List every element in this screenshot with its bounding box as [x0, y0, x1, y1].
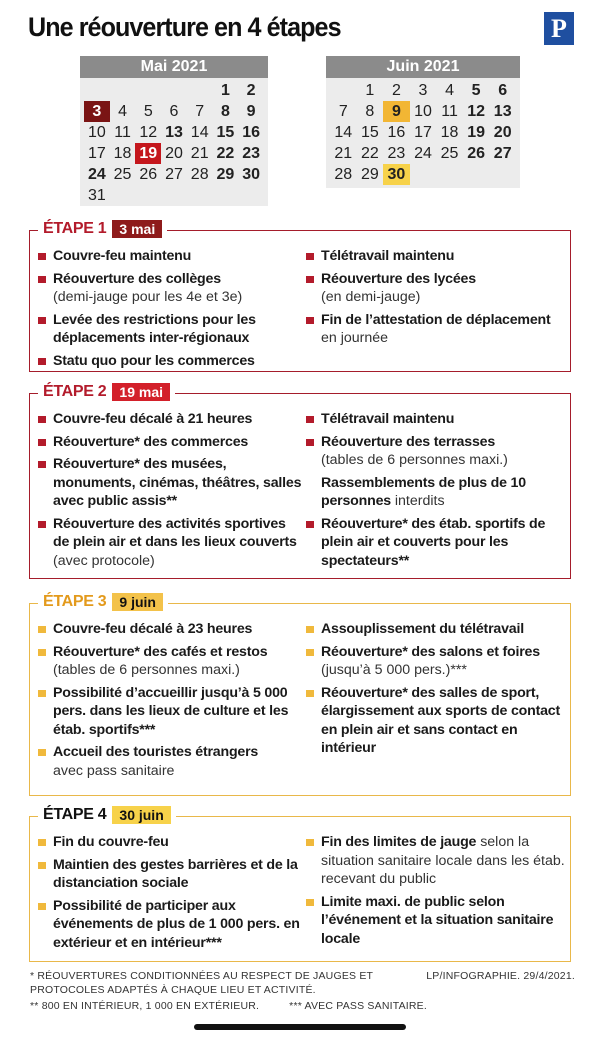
calendar-day: 17 [414, 124, 432, 141]
bullet-square-icon [306, 690, 314, 697]
calendar-day [135, 80, 161, 101]
step-3-date: 9 juin [112, 593, 163, 611]
measure-main-text: Réouverture des activités sportives de plein air et dans les lieux couverts [53, 515, 297, 550]
measure-main-text: Levée des restrictions pour les déplacements inter-régionaux [53, 311, 256, 346]
measure-text [53, 620, 304, 639]
calendar-day: 4 [118, 103, 128, 120]
calendar-day: 18 [440, 124, 459, 141]
measure-item [306, 410, 568, 429]
bullet-square-icon [306, 416, 314, 423]
measure-text [321, 643, 568, 680]
step-1-date: 3 mai [112, 220, 162, 238]
step-3-left-column [38, 620, 304, 784]
calendar-day: 1 [365, 82, 375, 99]
measure-detail-text: interdits [390, 493, 445, 509]
calendar-day: 23 [387, 145, 406, 162]
measure-main-text: Possibilité d’accueillir jusqu’à 5 000 pers. dans les lieux de culture et les étab. sportifs*** [53, 684, 289, 738]
measure-text [53, 410, 304, 429]
bullet-square-icon [38, 461, 46, 468]
measure-main-text: Télétravail maintenu [321, 248, 455, 264]
measure-main-text: Accueil des touristes étrangers [53, 744, 259, 760]
measure-item [306, 474, 568, 511]
measure-item [38, 515, 304, 571]
step-2-date: 19 mai [112, 383, 170, 401]
step-3-label [38, 593, 168, 611]
bullet-square-icon [38, 839, 46, 846]
calendar-day: 8 [365, 103, 375, 120]
calendar-day [463, 164, 490, 185]
bullet-square-icon [38, 253, 46, 260]
measure-main-text: Réouverture* des salons et foires [321, 643, 540, 660]
measure-detail-text: (tables de 6 personnes maxi.) [321, 452, 508, 468]
calendar-day: 27 [493, 145, 512, 162]
calendar-day: 27 [165, 166, 183, 183]
measure-main-text: Couvre-feu décalé à 23 heures [53, 621, 253, 637]
measure-text [53, 270, 304, 307]
calendar-june [326, 56, 520, 188]
step-4-name: ÉTAPE 4 [43, 806, 107, 823]
bullet-square-icon [306, 480, 314, 487]
measure-item [38, 620, 304, 639]
step-1-right-column [306, 247, 568, 352]
bullet-square-icon [306, 253, 314, 260]
measure-main-text: Assouplissement du télétravail [321, 621, 524, 637]
bullet-square-icon [38, 276, 46, 283]
measure-detail-text: (en demi-jauge) [321, 289, 421, 305]
calendar-day: 24 [87, 166, 106, 183]
calendar-day: 11 [441, 103, 458, 120]
calendar-day: 21 [334, 145, 353, 162]
step-2-panel [29, 383, 571, 579]
calendar-day: 3 [418, 82, 428, 99]
calendar-day: 29 [360, 166, 379, 183]
calendar-day: 10 [87, 124, 106, 141]
measure-item [306, 311, 568, 348]
bullet-square-icon [38, 862, 46, 869]
calendar-day: 11 [114, 124, 131, 141]
calendar-day [187, 185, 213, 206]
measure-item [306, 247, 568, 266]
measure-main-text: Fin du couvre-feu [53, 834, 169, 850]
measure-main-text: Réouverture* des étab. sportifs de plein air et couverts pour les spectateurs** [321, 515, 546, 569]
calendar-day: 2 [246, 82, 256, 99]
calendar-day: 10 [414, 103, 432, 120]
measure-text [321, 311, 568, 348]
calendar-day: 17 [87, 145, 106, 162]
bullet-square-icon [306, 276, 314, 283]
bullet-square-icon [306, 649, 314, 656]
measure-item [306, 270, 568, 307]
measure-detail-text: (demi-jauge pour les 4e et 3e) [53, 289, 243, 305]
measure-text [53, 743, 304, 780]
calendar-day [187, 80, 213, 101]
calendar-day: 6 [498, 82, 508, 99]
calendar-day: 23 [242, 145, 261, 162]
measure-main-text: Télétravail maintenu [321, 411, 455, 427]
measure-item [306, 515, 568, 571]
calendar-day [135, 185, 161, 206]
bullet-square-icon [38, 690, 46, 697]
calendar-day: 30 [383, 164, 410, 185]
bullet-square-icon [306, 626, 314, 633]
measure-text [53, 856, 304, 893]
measure-main-text: Réouverture* des salles de sport, élargissement aux sports de contact en plein air et sans contact en intérieur [321, 684, 561, 756]
measure-text [53, 352, 304, 371]
bullet-square-icon [306, 317, 314, 324]
bullet-square-icon [38, 626, 46, 633]
bullet-square-icon [38, 521, 46, 528]
calendar-day: 9 [246, 103, 256, 120]
calendar-day [436, 164, 463, 185]
measure-main-text: Réouverture* des cafés et restos [53, 643, 268, 660]
calendar-day: 6 [169, 103, 179, 120]
measure-text [321, 893, 568, 949]
footnote-capacity: ** 800 EN INTÉRIEUR, 1 000 EN EXTÉRIEUR. [30, 1000, 260, 1012]
step-4-date: 30 juin [112, 806, 170, 824]
calendar-day: 4 [445, 82, 455, 99]
bullet-square-icon [306, 899, 314, 906]
measure-main-text: Possibilité de participer aux événements de plus de 1 000 pers. en extérieur et en intérieur*** [53, 897, 300, 951]
measure-main-text: Maintien des gestes barrières et de la distanciation sociale [53, 856, 298, 891]
calendar-day: 15 [216, 124, 235, 141]
measure-item [306, 620, 568, 639]
calendar-day: 14 [190, 124, 209, 141]
bullet-square-icon [306, 521, 314, 528]
measure-detail-text: (avec protocole) [53, 552, 155, 569]
measure-item [306, 684, 568, 758]
measure-text [53, 515, 304, 571]
footnote-conditions: * RÉOUVERTURES CONDITIONNÉES AU RESPECT DE JAUGES ET PROTOCOLES ADAPTÉS À CHAQUE LIEU ET ACTIVITÉ. [30, 970, 373, 996]
measure-item [38, 833, 304, 852]
bullet-square-icon [306, 839, 314, 846]
measure-detail-text: (jusqu’à 5 000 pers.)*** [321, 662, 467, 678]
bullet-square-icon [38, 358, 46, 365]
calendar-day [110, 80, 136, 101]
measure-item [38, 897, 304, 953]
step-3-right-column [306, 620, 568, 762]
measure-text [53, 643, 304, 680]
measure-item [38, 311, 304, 348]
step-1-label [38, 220, 167, 238]
measure-text [321, 474, 568, 511]
measure-main-text: Limite maxi. de public selon l’événement et la situation sanitaire locale [321, 893, 554, 947]
step-1-left-column [38, 247, 304, 374]
calendar-may-grid [80, 78, 268, 206]
bullet-square-icon [38, 439, 46, 446]
calendar-day: 9 [383, 101, 410, 122]
infographic-title: Une réouverture en 4 étapes [28, 12, 341, 42]
calendar-day: 12 [139, 124, 158, 141]
measure-main-text: Couvre-feu maintenu [53, 248, 192, 264]
measure-text [321, 515, 568, 571]
calendar-day: 29 [216, 166, 235, 183]
measure-main-text: Réouverture* des commerces [53, 433, 249, 450]
calendar-day: 16 [387, 124, 406, 141]
measure-item [38, 410, 304, 429]
calendar-june-grid [326, 78, 520, 185]
calendar-day: 19 [467, 124, 486, 141]
measure-item [306, 833, 568, 889]
calendar-day: 7 [338, 103, 348, 120]
measure-text [53, 833, 304, 852]
calendar-day: 14 [334, 124, 353, 141]
calendar-day: 24 [414, 145, 432, 162]
calendar-day: 22 [216, 145, 235, 162]
measure-detail-text: en journée [321, 330, 389, 346]
calendar-day [238, 185, 264, 206]
measure-item [38, 643, 304, 680]
step-2-left-column [38, 410, 304, 574]
calendar-day: 26 [467, 145, 486, 162]
measure-item [38, 743, 304, 780]
step-3-name: ÉTAPE 3 [43, 593, 107, 610]
footnotes [30, 970, 575, 1014]
newspaper-logo: P [544, 12, 574, 45]
calendar-day: 25 [440, 145, 459, 162]
measure-detail-text: avec pass sanitaire [53, 762, 175, 779]
measure-item [306, 893, 568, 949]
home-indicator[interactable] [194, 1024, 406, 1030]
measure-detail-text: (tables de 6 personnes maxi.) [53, 662, 240, 678]
calendar-day: 25 [113, 166, 132, 183]
bullet-square-icon [38, 317, 46, 324]
measure-item [38, 247, 304, 266]
calendar-day: 5 [471, 82, 481, 99]
calendar-day: 1 [220, 82, 230, 99]
calendar-day: 5 [143, 103, 153, 120]
step-2-right-column [306, 410, 568, 574]
calendar-day: 12 [467, 103, 486, 120]
measure-text [53, 684, 304, 740]
measure-main-text: Réouverture* des musées, monuments, cinémas, théâtres, salles avec public assis** [53, 456, 302, 509]
calendar-day [161, 80, 187, 101]
calendar-day: 13 [165, 124, 183, 141]
calendar-day [213, 185, 239, 206]
calendar-day [161, 185, 187, 206]
measure-main-text: Réouverture des collèges [53, 270, 221, 287]
bullet-square-icon [38, 649, 46, 656]
step-4-right-column [306, 833, 568, 952]
step-3-panel [29, 593, 571, 796]
measure-main-text: Statu quo pour les commerces [53, 352, 255, 369]
calendar-day: 2 [391, 82, 401, 99]
step-4-label [38, 806, 176, 824]
step-4-left-column [38, 833, 304, 956]
measure-main-text: Rassemblements de plus de 10 personnes [321, 474, 526, 509]
calendar-day: 18 [113, 145, 132, 162]
calendar-day: 16 [242, 124, 261, 141]
measure-text [321, 270, 568, 307]
measure-text [53, 247, 304, 266]
measure-text [53, 455, 304, 511]
calendar-day [84, 80, 110, 101]
measure-text [53, 897, 304, 953]
step-1-panel [29, 220, 571, 372]
measure-item [38, 433, 304, 452]
calendar-day [330, 80, 357, 101]
footnote-pass: *** AVEC PASS SANITAIRE. [289, 1000, 428, 1012]
bullet-square-icon [38, 749, 46, 756]
measure-item [38, 856, 304, 893]
calendar-may-header: Mai 2021 [80, 56, 268, 78]
calendar-day: 21 [190, 145, 209, 162]
measure-item [38, 684, 304, 740]
calendar-day [489, 164, 516, 185]
calendar-day: 22 [360, 145, 379, 162]
calendar-day [410, 164, 437, 185]
measure-main-text: Couvre-feu décalé à 21 heures [53, 411, 253, 427]
step-2-label [38, 383, 175, 401]
calendar-day: 15 [360, 124, 379, 141]
calendar-day: 7 [195, 103, 205, 120]
measure-detail-text: selon la situation sanitaire locale dans les étab. recevant du public [321, 834, 565, 887]
measure-text [321, 433, 568, 470]
measure-item [306, 433, 568, 470]
measure-main-text: Fin des limites de jauge [321, 834, 477, 850]
bullet-square-icon [306, 439, 314, 446]
step-1-name: ÉTAPE 1 [43, 220, 107, 237]
calendar-day: 3 [84, 101, 110, 122]
bullet-square-icon [38, 416, 46, 423]
credit-line: LP/INFOGRAPHIE. 29/4/2021. [426, 970, 575, 982]
calendar-day: 30 [242, 166, 261, 183]
calendar-day [110, 185, 136, 206]
measure-text [321, 684, 568, 758]
measure-item [38, 455, 304, 511]
step-2-name: ÉTAPE 2 [43, 383, 107, 400]
measure-text [321, 620, 568, 639]
measure-main-text: Réouverture des lycées [321, 270, 476, 287]
measure-item [38, 352, 304, 371]
calendar-day: 31 [87, 187, 106, 204]
measure-main-text: Fin de l’attestation de déplacement [321, 311, 551, 328]
calendar-day: 26 [139, 166, 158, 183]
bullet-square-icon [38, 903, 46, 910]
calendar-day: 20 [493, 124, 512, 141]
calendar-day: 20 [165, 145, 183, 162]
calendar-day: 19 [135, 143, 161, 164]
measure-text [53, 433, 304, 452]
measure-main-text: Réouverture des terrasses [321, 433, 496, 450]
calendar-june-header: Juin 2021 [326, 56, 520, 78]
measure-item [38, 270, 304, 307]
measure-text [321, 247, 568, 266]
measure-item [306, 643, 568, 680]
step-4-panel [29, 806, 571, 962]
calendar-day: 13 [493, 103, 512, 120]
calendar-day: 8 [220, 103, 230, 120]
calendar-day: 28 [190, 166, 209, 183]
measure-text [321, 833, 568, 889]
measure-text [321, 410, 568, 429]
measure-text [53, 311, 304, 348]
calendar-may [80, 56, 268, 206]
calendar-day: 28 [334, 166, 353, 183]
